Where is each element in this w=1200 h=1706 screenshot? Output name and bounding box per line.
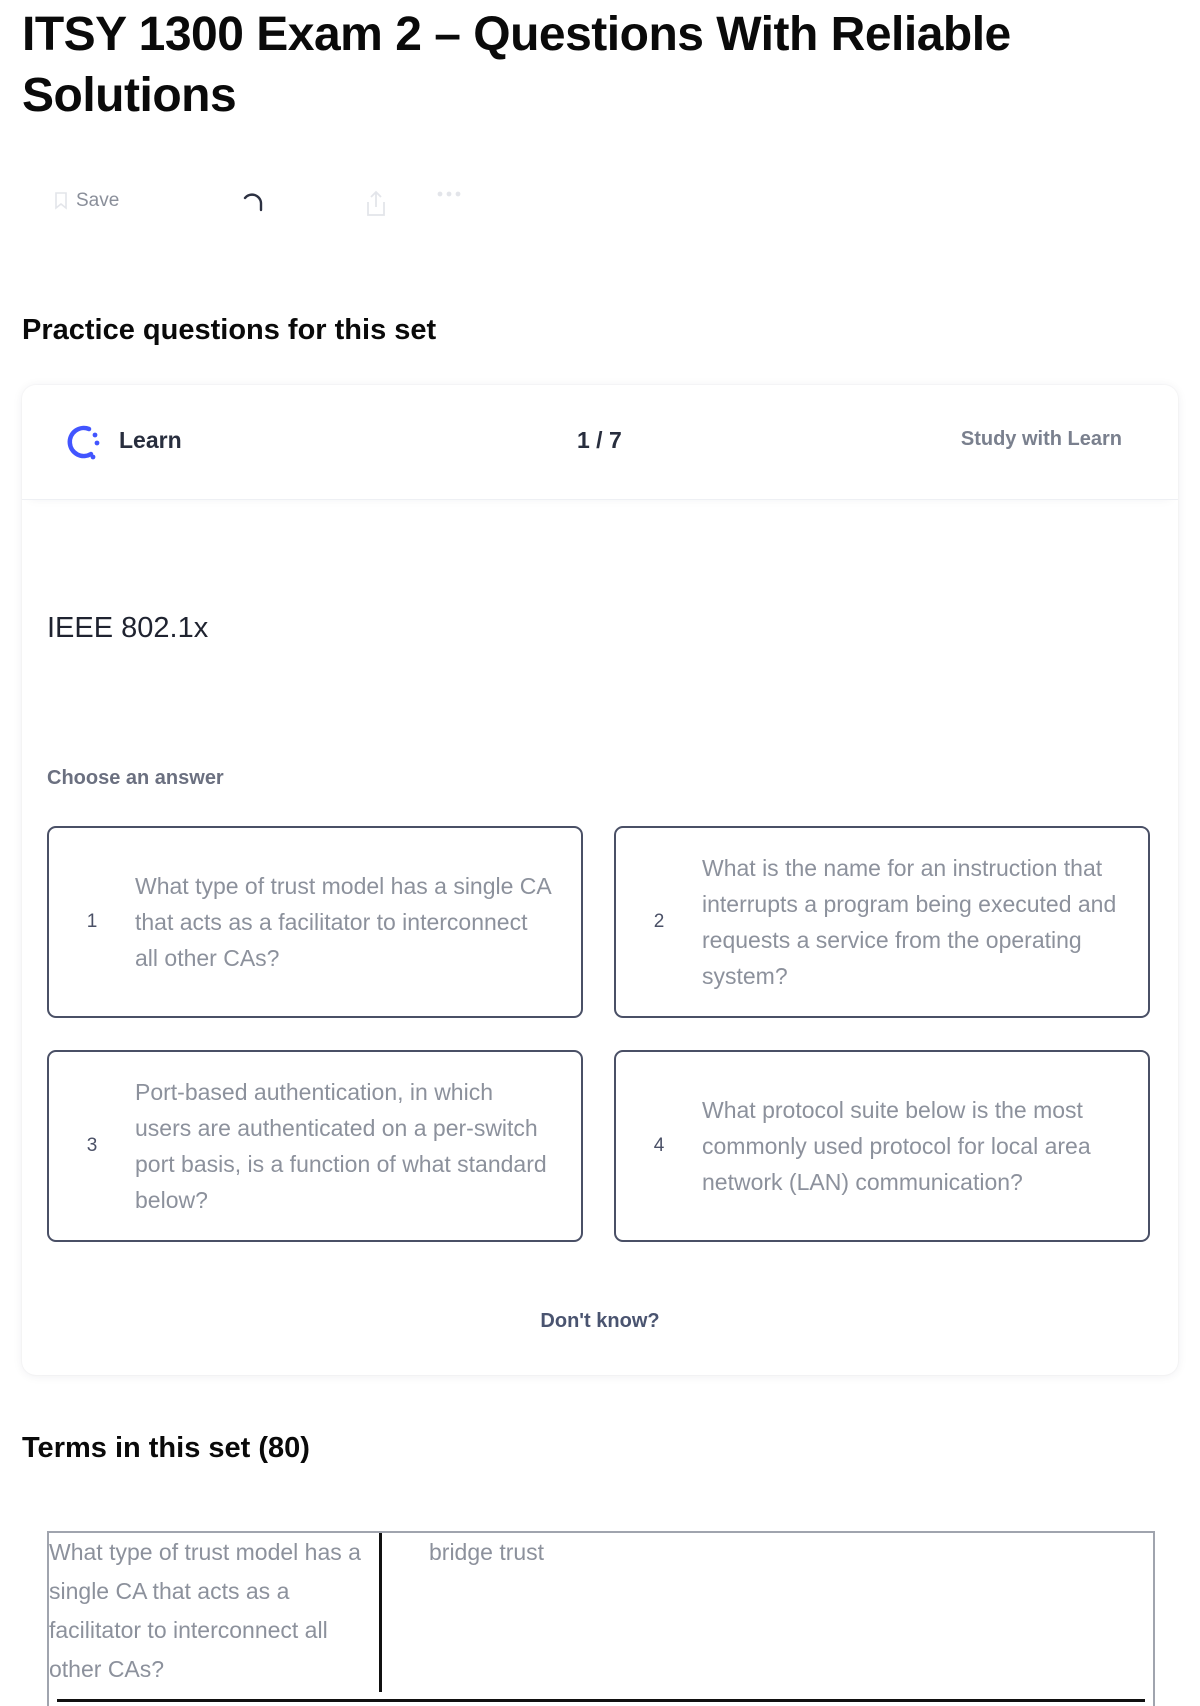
row-divider <box>57 1699 1145 1702</box>
answer-text: What protocol suite below is the most commonly used protocol for local area network (LAN) communication? <box>702 1097 1091 1195</box>
page-title: ITSY 1300 Exam 2 – Questions With Reliable Solutions <box>22 8 1011 122</box>
learn-mode-icon <box>62 421 104 468</box>
practice-question-card <box>22 385 1178 1375</box>
learn-mode-label: Learn <box>119 427 182 453</box>
answer-number: 4 <box>653 1135 665 1156</box>
answer-text: Port-based authentication, in which users are authenticated on a per-switch port basis, is a function of what standard below? <box>135 1079 547 1213</box>
answer-option-2[interactable] <box>614 826 1150 1018</box>
answer-text: What type of trust model has a single CA that acts as a facilitator to interconnect all other CAs? <box>135 873 551 971</box>
answer-options <box>47 826 1155 1252</box>
terms-table <box>47 1531 1155 1706</box>
question-progress: 1 / 7 <box>577 427 622 453</box>
study-with-learn-link[interactable]: Study with Learn <box>960 428 1122 450</box>
share-button[interactable] <box>364 190 388 218</box>
definition-cell: bridge trust <box>429 1539 545 1565</box>
practice-card-header <box>22 385 1178 500</box>
question-term: IEEE 802.1x <box>47 612 209 644</box>
terms-heading: Terms in this set (80) <box>22 1432 310 1464</box>
loading-spinner-icon <box>240 190 266 216</box>
practice-heading: Practice questions for this set <box>22 314 437 346</box>
answer-number: 2 <box>653 911 665 932</box>
dont-know-button[interactable]: Don't know? <box>540 1310 660 1332</box>
set-toolbar <box>54 190 514 226</box>
save-label: Save <box>76 190 120 211</box>
share-icon <box>364 190 388 218</box>
save-button[interactable] <box>54 190 119 212</box>
bookmark-icon <box>54 192 68 210</box>
answer-option-3[interactable] <box>47 1050 583 1242</box>
answer-number: 1 <box>86 911 98 932</box>
answer-option-1[interactable] <box>47 826 583 1018</box>
more-options-button[interactable] <box>436 190 462 198</box>
loading-button[interactable] <box>240 190 266 216</box>
column-divider <box>379 1533 382 1692</box>
choose-answer-label: Choose an answer <box>47 767 224 789</box>
answer-option-4[interactable] <box>614 1050 1150 1242</box>
term-cell: What type of trust model has a single CA that acts as a facilitator to interconnect all other CAs? <box>49 1539 361 1682</box>
answer-number: 3 <box>86 1135 98 1156</box>
answer-text: What is the name for an instruction that interrupts a program being executed and requests a service from the operating system? <box>702 855 1117 989</box>
more-icon <box>436 190 462 198</box>
